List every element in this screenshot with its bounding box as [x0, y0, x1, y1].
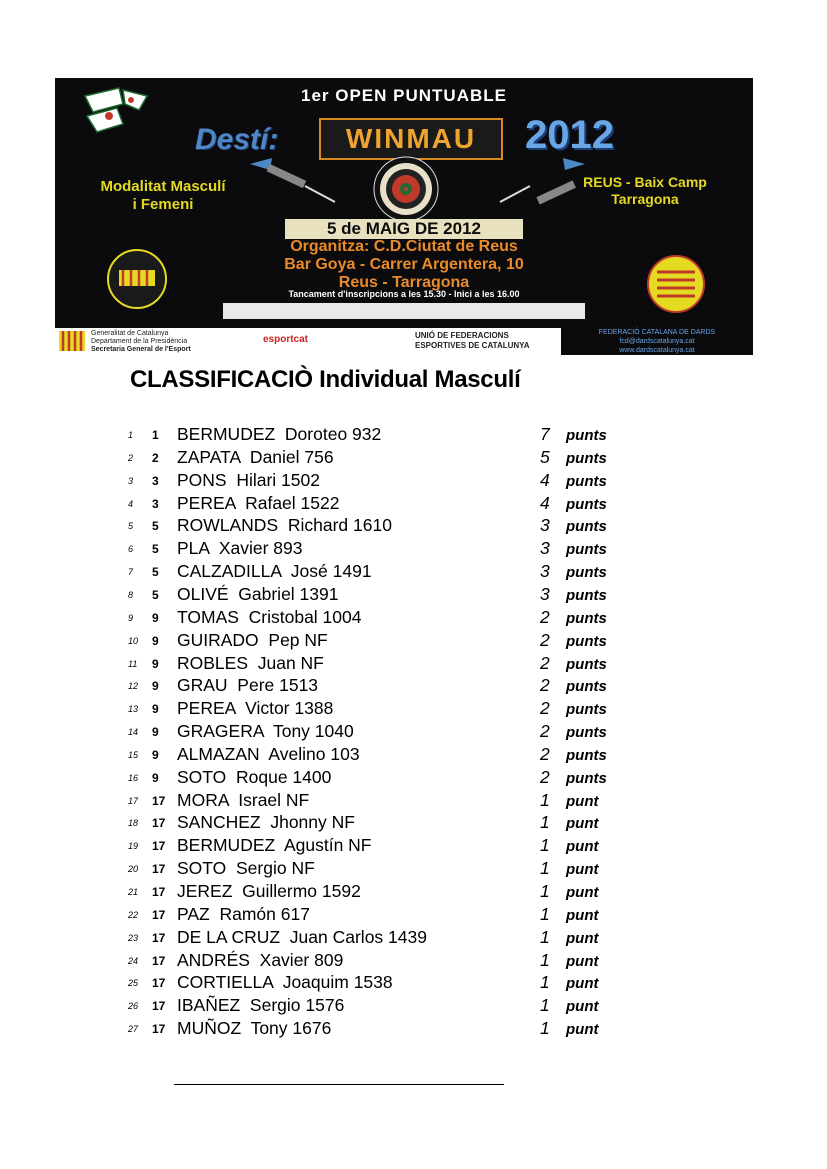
- points-unit: punts: [566, 518, 607, 536]
- ranking-position: 17: [152, 999, 166, 1014]
- row-index: 20: [128, 864, 139, 875]
- dart-icon: [250, 156, 340, 216]
- generalitat-line: Departament de la Presidència: [91, 338, 188, 345]
- ranking-row: [0, 447, 827, 470]
- points-value: 1: [540, 835, 550, 856]
- event-poster: [55, 78, 753, 355]
- row-index: 21: [128, 887, 139, 897]
- points-value: 4: [540, 469, 550, 490]
- points-unit: punt: [566, 975, 599, 993]
- ranking-position: 2: [152, 450, 159, 465]
- row-index: 10: [128, 635, 139, 646]
- ranking-row: [0, 835, 827, 858]
- ranking-row: [0, 721, 827, 744]
- row-index: 13: [128, 704, 139, 715]
- row-index: 23: [128, 932, 139, 943]
- place-line: Tarragona: [611, 191, 679, 207]
- points-unit: punts: [566, 541, 607, 559]
- player-name: GRAGERA Tony 1040: [177, 721, 354, 742]
- generalitat-line: Secretaria General de l'Esport: [91, 346, 191, 353]
- unio-federacions-text: [415, 331, 530, 351]
- ranking-row: [0, 972, 827, 995]
- player-name: PLA Xavier 893: [177, 538, 303, 559]
- ranking-row: [0, 767, 827, 790]
- row-index: 5: [128, 521, 134, 532]
- ranking-position: 17: [152, 1022, 166, 1037]
- player-name: GRAU Pere 1513: [177, 675, 319, 696]
- player-name: CORTIELLA Joaquim 1538: [177, 972, 393, 993]
- points-value: 5: [540, 446, 550, 467]
- poster-schedule: Tancament d'inscripcions a les 15.30 - Inici a les 16.00: [288, 289, 520, 299]
- ranking-position: 17: [152, 862, 166, 877]
- points-unit: punts: [566, 609, 607, 627]
- ranking-position: 9: [152, 770, 159, 785]
- generalitat-logo-icon: [59, 331, 85, 351]
- player-name: PAZ Ramón 617: [177, 903, 310, 924]
- player-name: PONS Hilari 1502: [177, 469, 320, 490]
- player-name: CALZADILLA José 1491: [177, 561, 372, 582]
- catalunya-open-darts-badge: [635, 254, 717, 314]
- player-name: OLIVÉ Gabriel 1391: [177, 583, 339, 604]
- row-index: 17: [128, 795, 139, 806]
- player-name: SANCHEZ Jhonny NF: [177, 812, 355, 833]
- points-value: 2: [540, 652, 550, 673]
- ranking-position: 9: [152, 679, 159, 694]
- organizer-line: Reus - Tarragona: [338, 274, 470, 291]
- points-unit: punts: [566, 472, 607, 490]
- ranking-row: [0, 904, 827, 927]
- points-value: 2: [540, 629, 550, 650]
- ranking-row: [0, 493, 827, 516]
- points-value: 4: [540, 492, 550, 513]
- poster-date: 5 de MAIG DE 2012: [285, 219, 523, 239]
- poster-year: 2012: [525, 113, 614, 157]
- ranking-position: 5: [152, 519, 159, 534]
- organizer-line: Organitza: C.D.Ciutat de Reus: [290, 238, 518, 255]
- federacio-line: FEDERACIÓ CATALANA DE DARDS: [598, 329, 716, 336]
- points-value: 1: [540, 972, 550, 993]
- points-value: 1: [540, 1018, 550, 1039]
- ranking-position: 9: [152, 747, 159, 762]
- player-name: GUIRADO Pep NF: [177, 629, 328, 650]
- points-unit: punt: [566, 929, 599, 947]
- poster-modality: [63, 178, 263, 214]
- unio-line: ESPORTIVES DE CATALUNYA: [415, 341, 530, 350]
- points-value: 7: [540, 424, 550, 444]
- ranking-position: 1: [152, 428, 159, 442]
- points-value: 3: [540, 583, 550, 604]
- unio-line: UNIÓ DE FEDERACIONS: [415, 331, 509, 340]
- points-value: 1: [540, 858, 550, 879]
- points-unit: punt: [566, 952, 599, 970]
- points-unit: punts: [566, 632, 607, 650]
- ranking-row: [0, 653, 827, 676]
- ranking-row: [0, 470, 827, 493]
- ranking-position: 5: [152, 587, 159, 602]
- player-name: BERMUDEZ Doroteo 932: [177, 424, 382, 444]
- row-index: 22: [128, 909, 139, 920]
- points-unit: punt: [566, 998, 599, 1016]
- ranking-row: [0, 630, 827, 653]
- points-unit: punts: [566, 769, 607, 787]
- points-value: 2: [540, 743, 550, 764]
- ranking-row: [0, 881, 827, 904]
- poster-place: [535, 174, 753, 208]
- row-index: 18: [128, 818, 139, 829]
- ranking-position: 9: [152, 656, 159, 671]
- ranking-row: [0, 995, 827, 1018]
- row-index: 6: [128, 544, 134, 555]
- points-unit: punt: [566, 815, 599, 833]
- points-unit: punts: [566, 701, 607, 719]
- dartboard-icon: [348, 156, 464, 222]
- row-index: 26: [128, 1001, 139, 1012]
- row-index: 25: [128, 978, 139, 989]
- poster-title: 1er OPEN PUNTUABLE: [301, 86, 507, 105]
- ranking-position: 5: [152, 565, 159, 580]
- ranking-row: [0, 515, 827, 538]
- row-index: 3: [128, 475, 134, 486]
- row-index: 16: [128, 772, 139, 783]
- points-unit: punt: [566, 838, 599, 856]
- points-value: 1: [540, 926, 550, 947]
- ranking-row: [0, 858, 827, 881]
- points-value: 2: [540, 675, 550, 696]
- row-index: 24: [128, 955, 139, 966]
- modality-line: i Femeni: [132, 196, 194, 213]
- points-unit: punts: [566, 586, 607, 604]
- row-index: 15: [128, 749, 139, 760]
- ranking-row: [0, 538, 827, 561]
- ranking-position: 17: [152, 976, 166, 991]
- points-unit: punts: [566, 746, 607, 764]
- generalitat-text: [91, 330, 191, 354]
- player-name: ALMAZAN Avelino 103: [177, 743, 360, 764]
- row-index: 1: [128, 430, 134, 440]
- signature-line: [174, 1084, 504, 1085]
- points-unit: punts: [566, 427, 607, 444]
- row-index: 8: [128, 589, 134, 600]
- points-value: 1: [540, 903, 550, 924]
- ranking-position: 9: [152, 702, 159, 717]
- points-unit: punt: [566, 792, 599, 810]
- points-value: 1: [540, 881, 550, 901]
- organizer-line: Bar Goya - Carrer Argentera, 10: [284, 256, 524, 273]
- row-index: 14: [128, 727, 139, 738]
- points-unit: punts: [566, 495, 607, 513]
- player-name: BERMUDEZ Agustín NF: [177, 835, 372, 856]
- ranking-row: [0, 790, 827, 813]
- ranking-row: [0, 675, 827, 698]
- ranking-row: [0, 744, 827, 767]
- ranking-position: 17: [152, 930, 166, 945]
- points-unit: punts: [566, 724, 607, 742]
- ranking-position: 5: [152, 542, 159, 557]
- row-index: 11: [128, 658, 138, 669]
- row-index: 2: [128, 452, 134, 463]
- row-index: 19: [128, 841, 139, 852]
- ranking-row: [0, 927, 827, 950]
- player-name: TOMAS Cristobal 1004: [177, 606, 362, 627]
- ranking-position: 17: [152, 953, 166, 968]
- points-value: 3: [540, 538, 550, 559]
- points-unit: punt: [566, 884, 599, 901]
- player-name: ROBLES Juan NF: [177, 652, 324, 673]
- poster-desti: Destí:: [195, 123, 279, 156]
- player-name: SOTO Roque 1400: [177, 766, 332, 787]
- points-unit: punts: [566, 678, 607, 696]
- points-unit: punts: [566, 564, 607, 582]
- player-name: ROWLANDS Richard 1610: [177, 515, 392, 536]
- points-value: 2: [540, 606, 550, 627]
- modality-line: Modalitat Masculí: [100, 178, 226, 195]
- points-unit: punts: [566, 449, 607, 467]
- esportcat-logo: esportcat: [263, 334, 309, 345]
- points-value: 3: [540, 561, 550, 582]
- player-name: IBAÑEZ Sergio 1576: [177, 995, 345, 1016]
- points-unit: punt: [566, 1021, 599, 1039]
- player-name: PEREA Victor 1388: [177, 698, 334, 719]
- points-value: 1: [540, 995, 550, 1016]
- player-name: MUÑOZ Tony 1676: [177, 1018, 332, 1039]
- federacio-text: [567, 328, 747, 355]
- player-name: MORA Israel NF: [177, 789, 310, 810]
- ranking-row: [0, 812, 827, 835]
- points-value: 2: [540, 721, 550, 742]
- points-value: 1: [540, 789, 550, 810]
- player-name: SOTO Sergio NF: [177, 858, 315, 879]
- points-value: 1: [540, 949, 550, 970]
- ranking-position: 17: [152, 793, 166, 808]
- ranking-position: 17: [152, 816, 166, 831]
- ranking-position: 17: [152, 885, 166, 899]
- player-name: ZAPATA Daniel 756: [177, 446, 334, 467]
- poster-footer: [55, 328, 561, 355]
- row-index: 4: [128, 498, 134, 509]
- ranking-row: [0, 698, 827, 721]
- points-unit: punts: [566, 655, 607, 673]
- ranking-position: 9: [152, 633, 159, 648]
- player-name: ANDRÉS Xavier 809: [177, 949, 344, 970]
- ranking-position: 3: [152, 496, 159, 511]
- winmau-logo: WINMAU: [319, 118, 503, 160]
- ranking-position: 17: [152, 839, 166, 854]
- row-index: 9: [128, 612, 134, 623]
- points-unit: punt: [566, 861, 599, 879]
- seleccions-catalanes-badge: [95, 248, 179, 310]
- points-value: 3: [540, 515, 550, 536]
- page-title: CLASSIFICACIÒ Individual Masculí: [130, 366, 521, 393]
- place-line: REUS - Baix Camp: [583, 174, 707, 190]
- federacio-line: www.dardscatalunya.cat: [619, 347, 695, 354]
- ranking-row: [0, 584, 827, 607]
- row-index: 7: [128, 567, 134, 578]
- points-value: 2: [540, 766, 550, 787]
- player-name: PEREA Rafael 1522: [177, 492, 340, 513]
- generalitat-line: Generalitat de Catalunya: [91, 330, 169, 337]
- row-index: 27: [128, 1024, 139, 1035]
- player-name: DE LA CRUZ Juan Carlos 1439: [177, 926, 427, 947]
- ranking-position: 3: [152, 473, 159, 488]
- ranking-position: 17: [152, 907, 166, 922]
- ranking-position: 9: [152, 725, 159, 740]
- ranking-row: [0, 424, 827, 447]
- ranking-row: [0, 607, 827, 630]
- row-index: 12: [128, 681, 139, 692]
- points-unit: punt: [566, 906, 599, 924]
- ranking-row: [0, 1018, 827, 1041]
- poster-fineprint: [223, 303, 585, 319]
- ranking-row: [0, 950, 827, 973]
- points-value: 2: [540, 698, 550, 719]
- federacio-line: fcd@dardscatalunya.cat: [619, 338, 695, 345]
- player-name: JEREZ Guillermo 1592: [177, 881, 361, 901]
- ranking-position: 9: [152, 610, 159, 625]
- ranking-row: [0, 561, 827, 584]
- points-value: 1: [540, 812, 550, 833]
